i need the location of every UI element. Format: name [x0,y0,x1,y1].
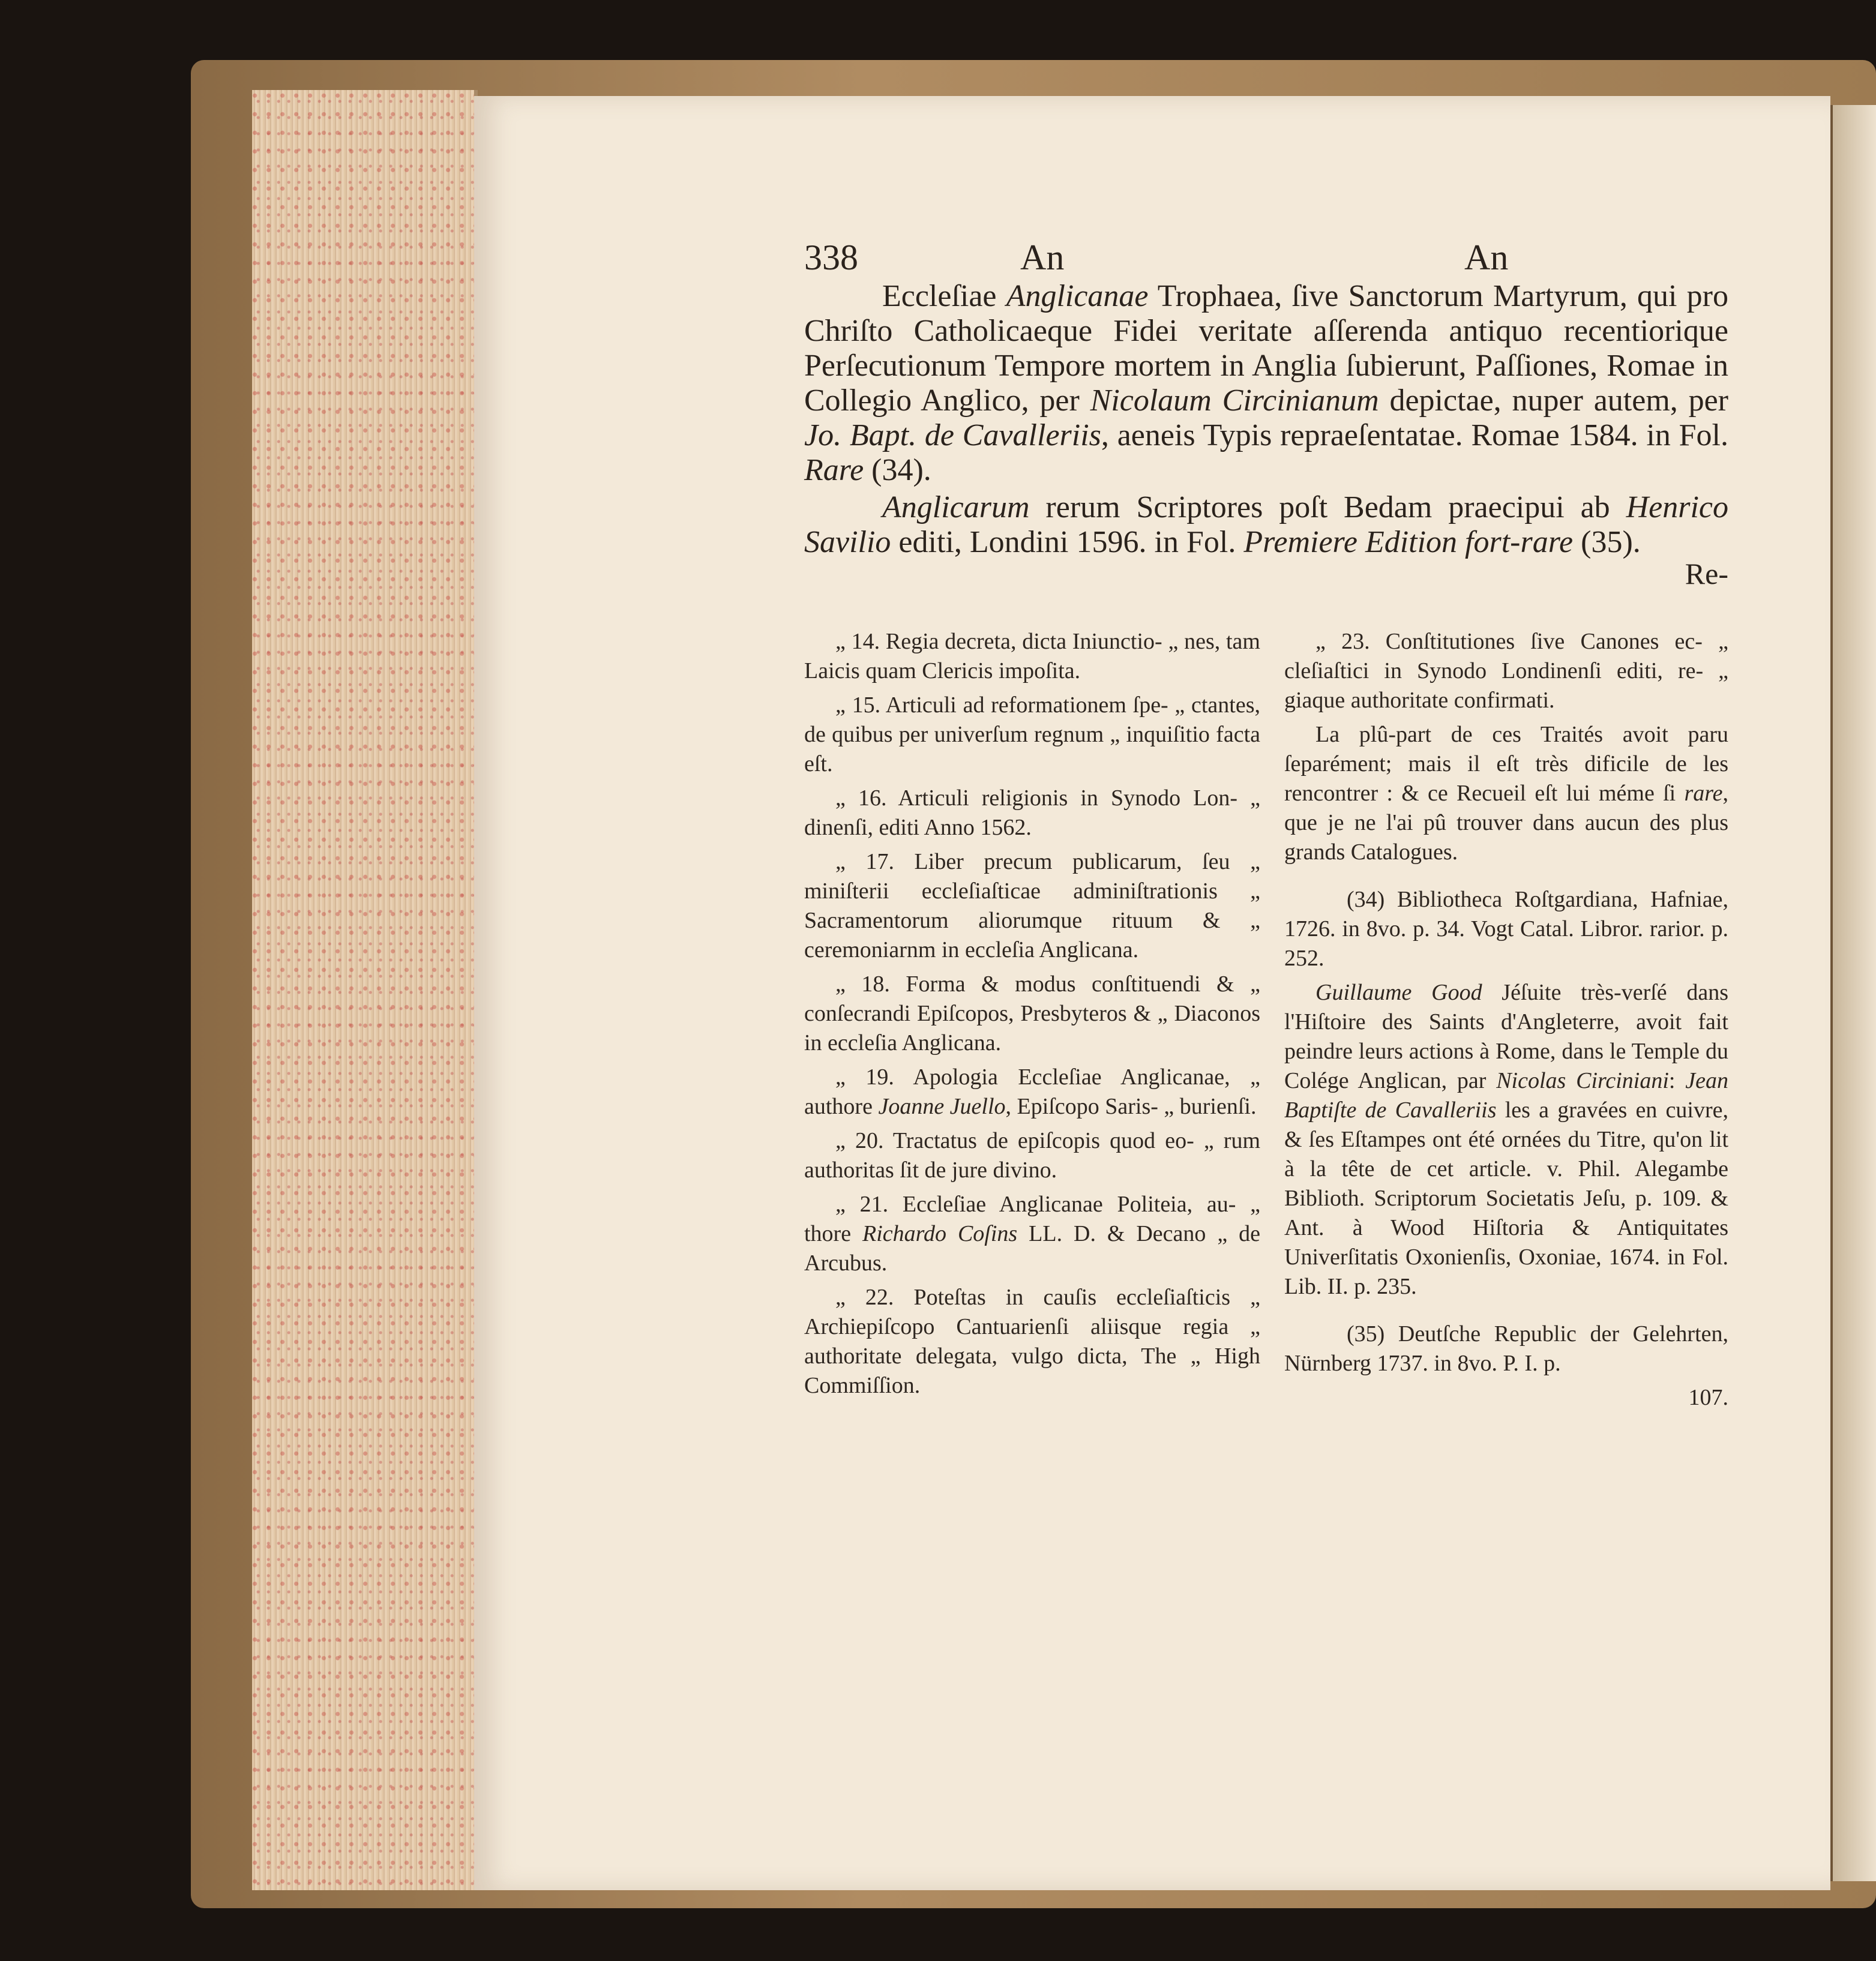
right-column [1284,627,1728,1413]
list-item: „ 22. Poteſtas in cauſis eccleſiaſticis „ Archiepiſcopo Cantuarienſi aliisque regia „ authoritate delegata, vulgo dicta, The „ High Commiſſion. [804,1285,1260,1398]
entry-paragraph-2: Anglicarum rerum Scriptores poſt Bedam praecipui ab Henrico Savilio editi, Londini 1596. in Fol. Premiere Edition fort-rare (35). [804,490,1728,559]
footnote-34: (34) Bibliotheca Roſtgardiana, Hafniae, 1726. in 8vo. p. 34. Vogt Catal. Libror. rarior. p. 252. [1284,887,1728,971]
footnote-35-end: 107. [1688,1385,1728,1410]
list-item: „ 21. Eccleſiae Anglicanae Politeia, au- „ thore Richardo Coſins LL. D. & Decano „ de Arcubus. [804,1192,1261,1276]
running-head-left: An [1020,238,1065,277]
list-item: „ 16. Articuli religionis in Synodo Lon- „ dinenſi, editi Anno 1562. [804,785,1260,840]
list-item: „ 17. Liber precum publicarum, ſeu „ miniſterii eccleſiaſticae adminiſtrationis „ Sacramentorum aliorumque rituum & „ ceremoniarnm in eccleſia Anglicana. [804,849,1260,962]
left-column [804,627,1260,1405]
list-item: „ 14. Regia decreta, dicta Iniunctio- „ nes, tam Laicis quam Clericis impoſita. [804,629,1260,683]
footnote-35: (35) Deutſche Republic der Gelehrten, Nürnberg 1737. in 8vo. P. I. p. [1284,1321,1728,1376]
facing-page-edge [1830,105,1876,1881]
french-note: La plû-part de ces Traités avoit paru ſeparément; mais il eſt très dificile de les rencontrer : & ce Recueil eſt lui méme ſi rare, que je ne l'ai pû trouver dans aucun des plus grands Catalogues. [1284,722,1728,865]
running-head [804,237,1728,279]
french-note-2: Guillaume Good Jéſuite très-verſé dans l'Hiſtoire des Saints d'Angleterre, avoit fait peindre leurs actions à Rome, dans le Temple du Colége Anglican, par Nicolas Circiniani: Jean Baptiſte de Cavalleriis les a gravées en cuivre, & ſes Eſtampes ont été ornées du Titre, qu'on lit à la tête de cet article. v. Phil. Alegambe Biblioth. Scriptorum Societatis Jeſu, p. 109. & Ant. à Wood Hiſtoria & Antiquitates Univerſitatis Oxonienſis, Oxoniae, 1674. in Fol. Lib. II. p. 235. [1284,980,1729,1299]
catchword: Re- [1685,557,1728,590]
list-item: „ 18. Forma & modus conſtituendi & „ conſecrandi Epiſcopos, Presbyteros & „ Diaconos in eccleſia Anglicana. [804,971,1260,1056]
page-edges [252,90,478,1890]
list-item: „ 15. Articuli ad reformationem ſpe- „ ctantes, de quibus per univerſum regnum „ inquiſitio facta eſt. [804,692,1260,776]
running-head-right: An [1464,238,1509,277]
list-item: „ 19. Apologia Eccleſiae Anglicanae, „ authore Joanne Juello, Epiſcopo Saris- „ burienſi. [804,1065,1260,1119]
list-item: „ 23. Conſtitutiones ſive Canones ec- „ cleſiaſtici in Synodo Londinenſi editi, re- „ giaque authoritate confirmati. [1284,629,1728,713]
entry-paragraph-1: Eccleſiae Anglicanae Trophaea, ſive Sanctorum Martyrum, qui pro Chriſto Catholicaeque Fidei veritate aſſerenda antiquo recentiorique Perſecutionum Tempore mortem in Anglia ſubierunt, Paſſiones, Romae in Collegio Anglico, per Nicolaum Circinianum depictae, nuper autem, per Jo. Bapt. de Cavalleriis, aeneis Typis repraeſentatae. Romae 1584. in Fol. Rare (34). [804,279,1728,487]
page-number: 338 [804,238,858,277]
list-item: „ 20. Tractatus de epiſcopis quod eo- „ rum authoritas ſit de jure divino. [804,1128,1260,1183]
page-text [804,237,1729,1410]
